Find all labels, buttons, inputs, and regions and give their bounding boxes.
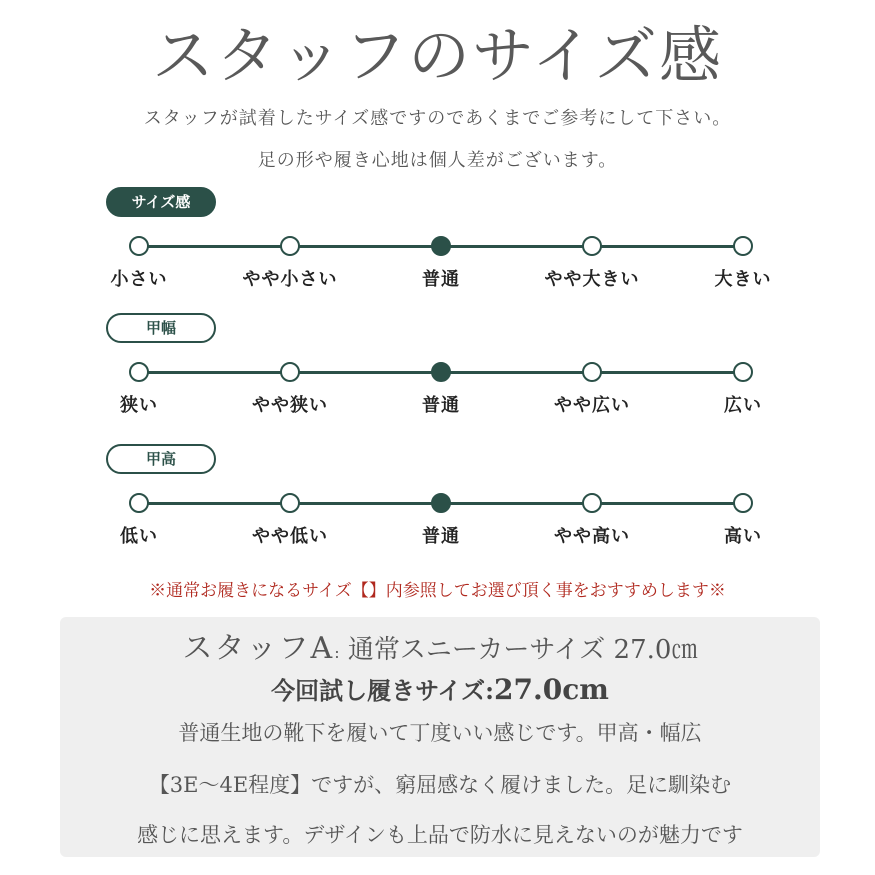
instep-height-heading: 甲高	[106, 444, 216, 474]
staff-colon: :	[334, 643, 340, 662]
scale-point	[129, 362, 149, 382]
size-feel-heading: サイズ感	[106, 187, 216, 217]
scale-label: やや広い	[554, 395, 630, 416]
staff-trial-size-line	[60, 671, 820, 706]
scale-label: 大きい	[714, 269, 772, 290]
scale-point	[280, 493, 300, 513]
scale-point	[129, 236, 149, 256]
size-recommendation-note: ※通常お履きになるサイズ【】内参照してお選び頂く事をおすすめします※	[149, 581, 726, 601]
scale-point	[733, 493, 753, 513]
instep-height-scale	[0, 502, 875, 562]
page-title: スタッフのサイズ感	[151, 19, 724, 92]
staff-usual-size-line	[60, 623, 820, 667]
size-feel-scale	[0, 245, 875, 305]
scale-point	[129, 493, 149, 513]
staff-comment-line: 感じに思えます。デザインも上品で防水に見えないのが魅力です	[137, 823, 743, 847]
staff-name: スタッフA	[182, 631, 335, 666]
scale-label: 狭い	[120, 395, 158, 416]
scale-label: 高い	[724, 526, 762, 547]
scale-label: やや狭い	[252, 395, 328, 416]
scale-label: 普通	[422, 526, 460, 547]
scale-point-selected	[431, 362, 451, 382]
trial-size-value: 27.0cm	[494, 673, 609, 706]
subtitle-disclaimer: スタッフが試着したサイズ感ですのであくまでご参考にして下さい。	[143, 108, 732, 129]
trial-size-label: 今回試し履きサイズ:	[271, 676, 495, 705]
scale-point	[582, 362, 602, 382]
scale-point	[582, 493, 602, 513]
staff-review-box	[60, 617, 820, 857]
scale-label: やや低い	[252, 526, 328, 547]
scale-label: 小さい	[110, 269, 168, 290]
scale-point	[280, 236, 300, 256]
instep-width-scale	[0, 371, 875, 431]
scale-label: やや高い	[554, 526, 630, 547]
scale-label: 普通	[422, 269, 460, 290]
scale-point-selected	[431, 236, 451, 256]
scale-point	[280, 362, 300, 382]
staff-usual-size: 通常スニーカーサイズ 27.0㎝	[347, 635, 698, 665]
scale-point	[733, 236, 753, 256]
scale-label: やや小さい	[242, 269, 338, 290]
scale-point-selected	[431, 493, 451, 513]
subtitle-individual-difference: 足の形や履き心地は個人差がございます。	[257, 150, 618, 171]
staff-comment-line: 普通生地の靴下を履いて丁度いい感じです。甲高・幅広	[178, 721, 702, 745]
scale-label: 普通	[422, 395, 460, 416]
scale-point	[582, 236, 602, 256]
scale-label: 広い	[724, 395, 762, 416]
staff-comment-line: 【3E～4E程度】ですが、窮屈感なく履けました。足に馴染む	[148, 773, 732, 797]
scale-point	[733, 362, 753, 382]
scale-label: やや大きい	[544, 269, 640, 290]
scale-label: 低い	[120, 526, 158, 547]
instep-width-heading: 甲幅	[106, 313, 216, 343]
